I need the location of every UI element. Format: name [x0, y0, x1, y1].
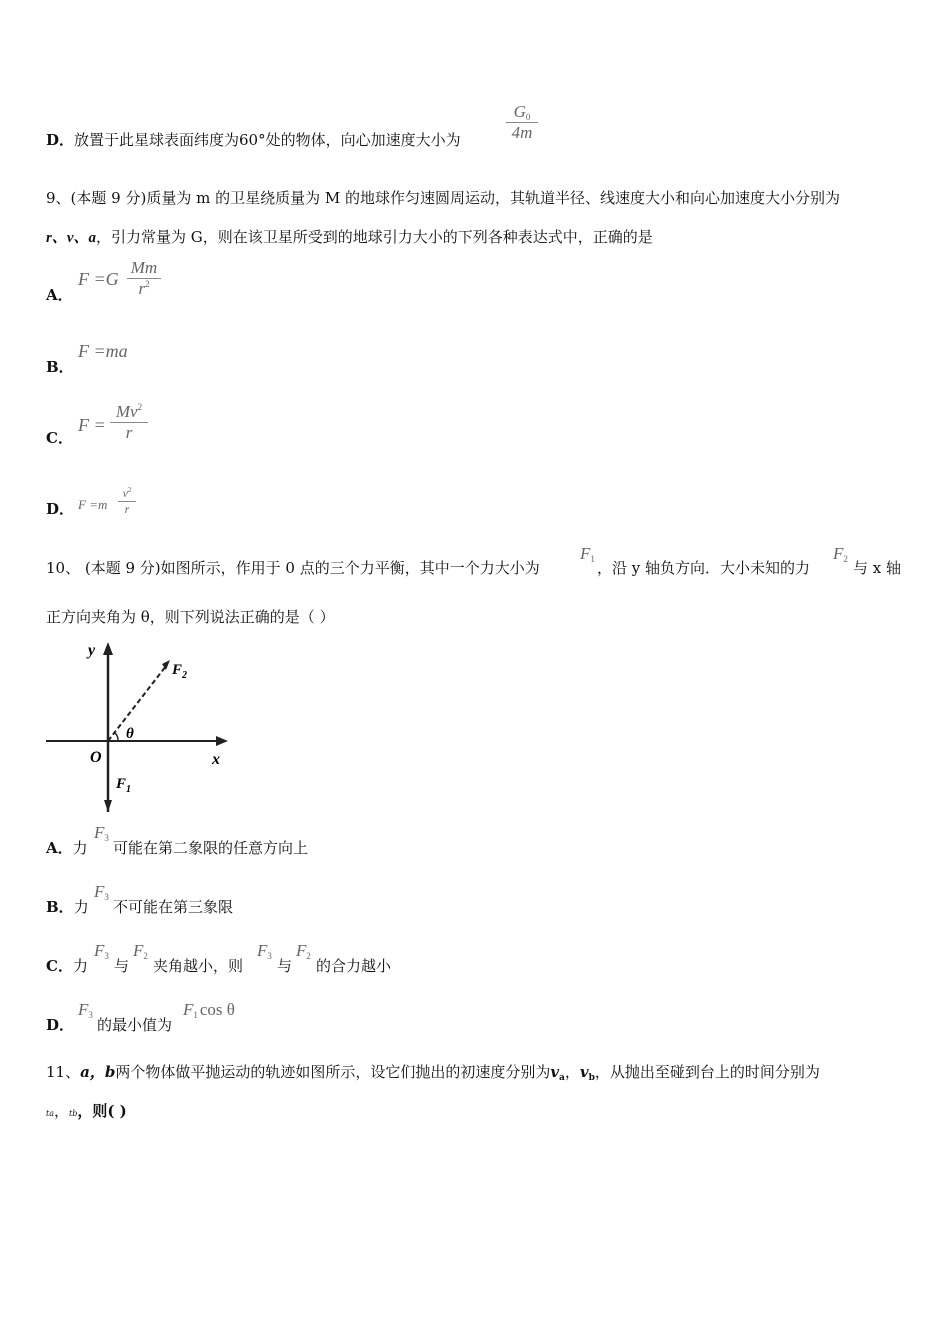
q10-c-mid3: 与: [277, 957, 293, 975]
q9-option-d-fraction: [118, 486, 136, 517]
q10-c-mid1: 与: [114, 957, 130, 975]
q10-b-label: B．: [46, 898, 74, 916]
q9-stem-line2: [46, 226, 653, 247]
q8-option-d: [46, 129, 461, 150]
q11-ab: a，b: [80, 1063, 116, 1081]
q10-c-post: 的合力越小: [316, 957, 392, 975]
q10-c-f3: $F_3$: [94, 941, 109, 961]
q10-stem-line1-b: ，沿 y 轴负方向．大小未知的力: [597, 559, 811, 577]
q11-va: $v_a$: [550, 1063, 565, 1083]
q10-c-f2: $F_2$: [133, 941, 148, 961]
q11-end: ，则( ): [77, 1102, 127, 1120]
q9-c-num-sup: 2: [137, 402, 143, 412]
q10-b-f3: $F_3$: [94, 882, 109, 902]
q11-sep2: ，: [53, 1102, 69, 1120]
q10-stem-line1-a: 10、 (本题 9 分)如图所示，作用于 0 点的三个力平衡，其中一个力大小为: [46, 559, 540, 577]
q8-option-d-text: 放置于此星球表面纬度为60°处的物体，向心加速度大小为: [74, 131, 461, 149]
x-axis-arrow-icon: [216, 736, 228, 746]
q9-d-den: r: [124, 502, 130, 516]
q9-option-c-label: C．: [46, 429, 73, 447]
q9-c-num: Mv: [115, 402, 138, 421]
theta-arc: [115, 733, 118, 741]
q11-stem-line2: [46, 1100, 127, 1121]
q10-c-f3b: $F_3$: [257, 941, 272, 961]
q10-d-f1-cos: $F_1$ cos θ: [183, 1000, 235, 1020]
q8-option-d-label: D．: [46, 131, 75, 149]
q10-option-b: [46, 896, 89, 917]
origin-label: O: [90, 749, 102, 766]
q10-b-pre: 力: [73, 898, 89, 916]
frac-num-sub: 0: [525, 112, 531, 122]
q9-option-c-fraction: [110, 402, 148, 443]
q11-vb: $v_b$: [579, 1063, 595, 1083]
q10-a-post: 可能在第二象限的任意方向上: [113, 839, 309, 857]
q9-d-num: v: [122, 486, 128, 500]
frac-den: 4m: [511, 123, 533, 142]
f2-vector: [108, 666, 166, 741]
q9-option-a-lhs: F =G: [78, 269, 119, 289]
q10-stem-line1-c: 与 x 轴: [853, 559, 901, 577]
q9-vars: r、v、a: [46, 230, 96, 246]
f1-arrow-icon: [104, 800, 112, 812]
q9-stem-line1: 9、(本题 9 分)质量为 m 的卫星绕质量为 M 的地球作匀速圆周运动，其轨道半径、线速度大小和向心加速度大小分别为: [46, 189, 840, 207]
q8-option-d-fraction: [506, 102, 538, 143]
q10-c-f2b: $F_2$: [296, 941, 311, 961]
q9-option-a-label: A．: [46, 286, 73, 304]
q11-text-c: ，从抛出至碰到台上的时间分别为: [594, 1063, 820, 1081]
q10-a-pre: 力: [72, 839, 88, 857]
q11-tb: tb: [69, 1109, 78, 1118]
q10-d-label: D．: [46, 1016, 75, 1034]
q10-a-label: A．: [46, 839, 73, 857]
q9-a-num: Mm: [127, 258, 161, 279]
q10-f1-symbol: $F_1$: [580, 544, 595, 564]
q11-number: 11、: [46, 1063, 81, 1081]
q9-option-b-label: B．: [46, 358, 74, 376]
q9-a-den-sup: 2: [145, 279, 150, 289]
q10-d-f3: $F_3$: [78, 1000, 93, 1020]
q10-option-a: [46, 837, 88, 858]
y-label: y: [88, 642, 96, 659]
q9-c-den: r: [125, 423, 133, 442]
q10-stem-line2: 正方向夹角为 θ，则下列说法正确的是（ ）: [46, 608, 335, 626]
q9-stem-text: ，引力常量为 G，则在该卫星所受到的地球引力大小的下列各种表达式中，正确的是: [96, 228, 653, 246]
q10-c-label: C．: [46, 957, 73, 975]
q10-c-mid2: 夹角越小，则: [153, 957, 244, 975]
q10-f2-symbol: $F_2$: [833, 544, 848, 564]
q11-text-b: 两个物体做平抛运动的轨迹如图所示，设它们抛出的初速度分别为: [115, 1063, 551, 1081]
q9-a-den: r: [138, 279, 146, 298]
q11-ta: ta: [46, 1109, 54, 1118]
f2-label: $F_2$: [172, 662, 188, 681]
q9-option-d-lhs: F =m: [78, 497, 108, 512]
theta-label: θ: [126, 726, 134, 742]
q11-sep: ，: [564, 1063, 580, 1081]
x-label: x: [212, 751, 220, 768]
q9-option-c-lhs: F =: [78, 415, 106, 435]
q9-d-num-sup: 2: [127, 486, 132, 494]
f1-label: $F_1$: [116, 776, 132, 795]
q10-c-pre: 力: [72, 957, 88, 975]
frac-num: G: [513, 102, 526, 121]
q9-option-d-label: D．: [46, 500, 75, 518]
q10-force-diagram: [40, 636, 240, 816]
q10-b-post: 不可能在第三象限: [113, 898, 234, 916]
q9-option-b-expr: F =ma: [78, 341, 128, 361]
q11-stem-line1: [46, 1061, 820, 1083]
y-axis-arrow-icon: [103, 642, 113, 655]
q10-a-f3: $F_3$: [94, 823, 109, 843]
q10-option-c: [46, 955, 88, 976]
q9-option-a-fraction: [127, 258, 161, 299]
q10-d-mid: 的最小值为: [97, 1016, 173, 1034]
